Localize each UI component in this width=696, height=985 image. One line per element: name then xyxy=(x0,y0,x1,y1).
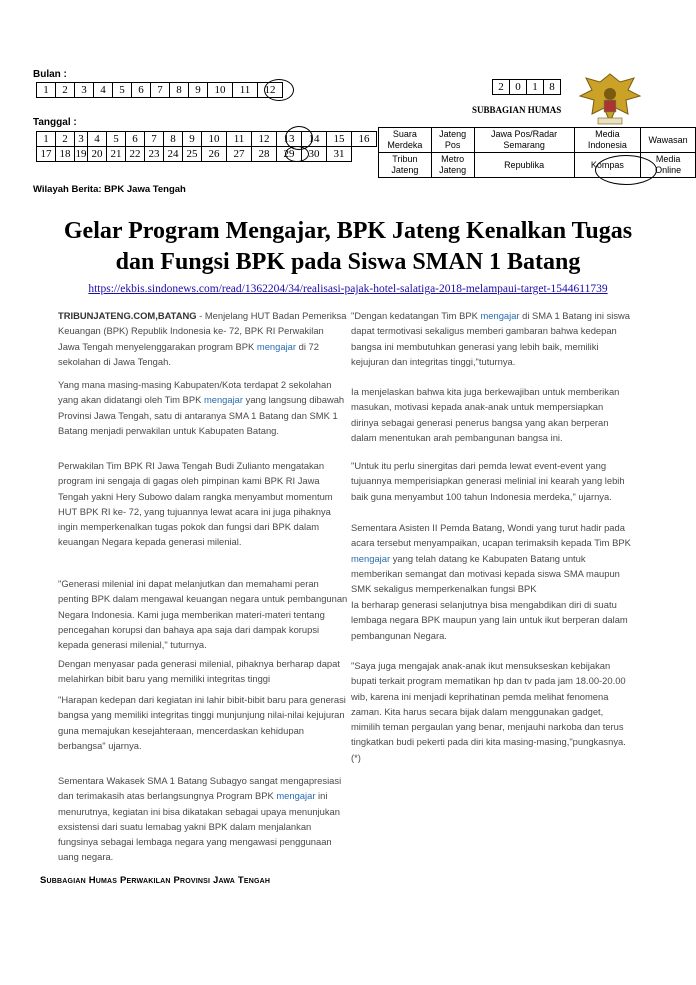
media-media-online: Media Online xyxy=(641,153,696,178)
tgl-row2-cell: 22 xyxy=(126,147,145,162)
tgl-row2-cell: 29 xyxy=(277,147,302,162)
bulan-row-cell: 7 xyxy=(151,83,170,98)
media-kompas: Kompas xyxy=(574,153,641,178)
garuda-emblem-icon xyxy=(578,70,642,128)
tgl-row2-cell: 25 xyxy=(183,147,202,162)
subbagian-label: SUBBAGIAN HUMAS xyxy=(472,105,562,115)
left-p3: Perwakilan Tim BPK RI Jawa Tengah Budi Zulianto mengatakan program ini sengaja di gagas oleh pimpinan kami BPK RI Jawa Tengah yakni Hery Subowo dalam rangka menyambut momentum HUT BPK RI ke- 72, yang tujuannya lewat acara ini juga pihaknya ingin memperkenalkan tugas pokok dan fungsi dari BPK dalam keuangan Negara kepada generasi milenial. xyxy=(58,460,333,548)
right-column xyxy=(351,308,633,763)
year-row-cell: 1 xyxy=(527,80,544,95)
tgl-row2-cell: 17 xyxy=(37,147,56,162)
tanggal-29-mark xyxy=(285,146,309,162)
tgl-row1-cell: 10 xyxy=(202,132,227,147)
tgl-row1-cell: 9 xyxy=(183,132,202,147)
left-p1: TRIBUNJATENG.COM,BATANG - Menjelang HUT Badan Pemeriksa Keuangan (BPK) Republik Indonesia ke- 72, BPK RI Perwakilan Jawa Tengah menyelenggarakan program BPK mengajar di 72 sekolahan di Jawa Tengah. xyxy=(58,310,347,367)
tgl-row2-cell: 30 xyxy=(302,147,327,162)
tgl-row2-cell: 28 xyxy=(252,147,277,162)
tgl-row1-cell: 12 xyxy=(252,132,277,147)
tgl-row2-cell: 27 xyxy=(227,147,252,162)
tgl-row2-cell: 18 xyxy=(56,147,75,162)
bulan-row-cell: 12 xyxy=(258,83,283,98)
bulan-row-cell: 2 xyxy=(56,83,75,98)
tgl-row2-cell: 23 xyxy=(145,147,164,162)
tgl-row2-cell: 21 xyxy=(107,147,126,162)
tgl-row1-cell: 2 xyxy=(56,132,75,147)
tanggal-grid xyxy=(36,131,377,162)
media-tribun-jateng: Tribun Jateng xyxy=(379,153,432,178)
tgl-row1-cell: 14 xyxy=(302,132,327,147)
right-p4: Sementara Asisten II Pemda Batang, Wondi yang turut hadir pada acara tersebut menyampaikan, ucapan terimaksih kepada Tim BPK mengajar yang telah datang ke Kabupaten Batang untuk memberikan semangat dan motivasi kepada siswa SMA maupun SMK sekaligus memperkenalkan fungsi BPK xyxy=(351,522,631,595)
tgl-row1-cell: 15 xyxy=(327,132,352,147)
tgl-row1-cell: 3 xyxy=(75,132,88,147)
wilayah-berita: Wilayah Berita: BPK Jawa Tengah xyxy=(33,184,186,195)
media-jawa-pos: Jawa Pos/Radar Semarang xyxy=(474,128,574,153)
bulan-row-cell: 4 xyxy=(94,83,113,98)
tgl-row2-cell: 20 xyxy=(88,147,107,162)
year-box xyxy=(492,79,561,95)
right-p6: "Saya juga mengajak anak-anak ikut mensukseskan kebijakan bupati terkait program mematikan hp dan tv pada jam 18.00-20.00 wib, karena ini menjadi keprihatinan pemda melihat fenomena zaman. Kita harus secara bijak dalam menggunakan gadget, mimilih teman pergaulan yang benar, menjauhi narkoba dan terus tingkatkan budi pekerti pada diri kita masing-masing,"pungkasnya. (*) xyxy=(351,660,626,763)
left-p2: Yang mana masing-masing Kabupaten/Kota terdapat 2 sekolahan yang akan didatangi oleh Tim BPK mengajar yang langsung dibawah Provinsi Jawa Tengah, satu di antaranya SMA 1 Batang dan SMK 1 Batang menjadi perwakilan untuk Kabupaten Batang. xyxy=(58,379,345,436)
bulan-row-cell: 8 xyxy=(170,83,189,98)
tgl-row2-cell: 26 xyxy=(202,147,227,162)
tgl-row1-cell: 4 xyxy=(88,132,107,147)
footer-label: Subbagian Humas Perwakilan Provinsi Jawa Tengah xyxy=(40,875,271,886)
left-p6: "Harapan kedepan dari kegiatan ini lahir bibit-bibit baru para generasi bangsa yang memiliki integritas tinggi munjunjung nilai-nilai kejujuran guna memajukan kesejahteraan, mencerdaskan kehidupan berbangsa" ujarnya. xyxy=(58,694,346,751)
tgl-row1-cell: 6 xyxy=(126,132,145,147)
bulan-row-cell: 1 xyxy=(37,83,56,98)
tgl-row1-cell: 7 xyxy=(145,132,164,147)
right-p2: Ia menjelaskan bahwa kita juga berkewajiban untuk memberikan masukan, motivasi kepada anak-anak untuk mempersiapkan dirinya sebagai generasi penerus bangsa yang akan berperan dalam menentukan arah pembangunan bangsa ini. xyxy=(351,386,620,443)
bulan-row-cell: 6 xyxy=(132,83,151,98)
tgl-row1-cell: 8 xyxy=(164,132,183,147)
bulan-row-cell: 9 xyxy=(189,83,208,98)
left-p4: "Generasi milenial ini dapat melanjutkan dan memahami peran penting BPK dalam mengawal keuangan negara untuk pembangunan Negara Indonesia. Kami juga memberikan materi-materi tentang pencegahan korupsi dan bahaya apa saja dari dampak korupsi kepada generasi milenial," tuturnya. xyxy=(58,578,348,651)
media-jateng-pos: Jateng Pos xyxy=(431,128,474,153)
media-suara-merdeka: Suara Merdeka xyxy=(379,128,432,153)
media-metro-jateng: Metro Jateng xyxy=(431,153,474,178)
tgl-row2-cell: 31 xyxy=(327,147,352,162)
bulan-grid xyxy=(36,82,283,98)
media-selected-circle xyxy=(595,155,657,185)
media-republika: Republika xyxy=(474,153,574,178)
title-line-2: dan Fungsi BPK pada Siswa SMAN 1 Batang xyxy=(115,249,581,275)
bulan-row-cell: 10 xyxy=(208,83,233,98)
left-p5: Dengan menyasar pada generasi milenial, pihaknya berharap dapat melahirkan bibit baru yang memiliki integritas tinggi xyxy=(58,658,340,685)
bulan-selected-circle xyxy=(264,79,294,101)
year-row-cell: 0 xyxy=(510,80,527,95)
year-row-cell: 2 xyxy=(493,80,510,95)
right-p3: "Untuk itu perlu sinergitas dari pemda lewat event-event yang tujuannya memperisiapkan generasi melinial ini kearah yang lebih baik guna menyambut 100 tahun Indonesia merdeka," ujarnya. xyxy=(351,460,625,502)
bulan-label: Bulan : xyxy=(33,69,67,80)
article-title xyxy=(0,216,696,278)
year-row-cell: 8 xyxy=(544,80,561,95)
tgl-row1-cell: 13 xyxy=(277,132,302,147)
tgl-row1-cell: 5 xyxy=(107,132,126,147)
media-media-indonesia: Media Indonesia xyxy=(574,128,641,153)
title-line-1: Gelar Program Mengajar, BPK Jateng Kenalkan Tugas xyxy=(63,218,633,244)
article-url-link[interactable]: https://ekbis.sindonews.com/read/1362204/34/realisasi-pajak-hotel-salatiga-2018-melampaui-target-1544611739 xyxy=(88,283,608,295)
tanggal-label: Tanggal : xyxy=(33,117,77,128)
tgl-row2-cell: 24 xyxy=(164,147,183,162)
bulan-row-cell: 5 xyxy=(113,83,132,98)
tgl-row2-cell: 19 xyxy=(75,148,87,160)
right-p5: Ia berharap generasi selanjutnya bisa mengabdikan diri di suatu lembaga negara BPK maupun yang lain untuk ikut berperan dalam pembangunan Negara. xyxy=(351,599,628,641)
tgl-row1-cell: 11 xyxy=(227,132,252,147)
left-p7: Sementara Wakasek SMA 1 Batang Subagyo sangat mengapresiasi dan terimakasih atas berlangsungnya Program BPK mengajar ini menurutnya, kegiatan ini bisa dikatakan sebagai upaya menunjukan exsistensi dari suatu lemabag yakni BPK dalam menjalankan fungsinya sebagai lembaga negara yang mengawasi penggunaan uang negara. xyxy=(58,775,342,863)
tgl-row1-cell: 1 xyxy=(37,132,56,147)
media-wawasan: Wawasan xyxy=(641,128,696,153)
tgl-row1-cell: 16 xyxy=(352,132,377,147)
left-column xyxy=(58,308,348,868)
right-p1: "Dengan kedatangan Tim BPK mengajar di SMA 1 Batang ini siswa dapat termotivasi sekaligus memberi gambaran bahwa kedepan bangsa ini membutuhkan generasi yang lebih baik, memiliki kejujuran dan integritas tinggi,"tuturnya. xyxy=(351,310,631,367)
bulan-row-cell: 11 xyxy=(233,83,258,98)
bulan-row-cell: 3 xyxy=(75,83,94,98)
